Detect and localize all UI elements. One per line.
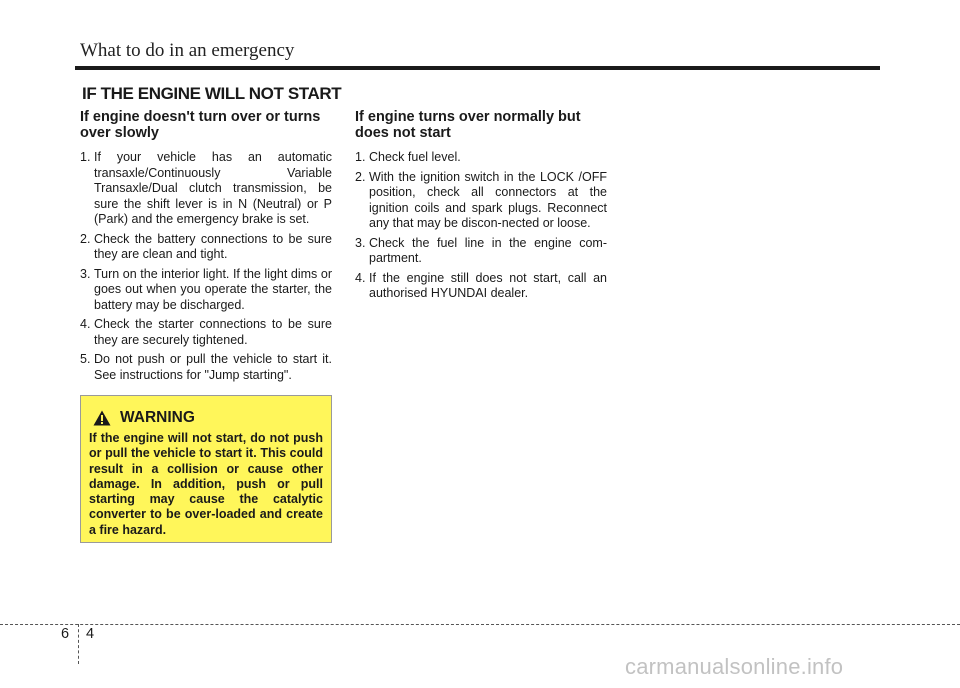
step-text: If your vehicle has an automatic transaxle/Continuously Variable Transaxle/Dual clutch transmission, be sure the shift lever is in N (Neutral) or P (Park) and the emergency brake is set.: [94, 150, 332, 226]
section-header: What to do in an emergency: [80, 40, 295, 61]
warning-title: WARNING: [120, 409, 195, 426]
warning-triangle-icon: [93, 410, 111, 426]
step-text: If the engine still does not start, call an authorised HYUNDAI dealer.: [369, 270, 607, 300]
warning-text: If the engine will not start, do not push or pull the vehicle to start it. This could result in a collision or cause other damage. In addition, push or pull starting may cause the catalytic converter to be over-loaded and create a fire hazard.: [89, 431, 323, 537]
step-text: Check the battery connections to be sure they are clean and tight.: [94, 231, 332, 261]
watermark: carmanualsonline.info: [625, 654, 844, 679]
step-number: 2.: [80, 231, 91, 246]
list-item: [80, 317, 332, 348]
step-text: Check fuel level.: [369, 150, 461, 164]
step-number: 4.: [355, 270, 366, 285]
step-text: Turn on the interior light. If the light dims or goes out when you operate the starter, the battery may be discharged.: [94, 266, 332, 312]
page-title: IF THE ENGINE WILL NOT START: [82, 84, 342, 103]
list-item: [80, 352, 332, 383]
warning-box: [80, 395, 332, 543]
right-steps-list: [355, 150, 607, 302]
section-number: 6: [61, 626, 70, 642]
footer-rule: [0, 624, 960, 625]
step-number: 4.: [80, 317, 91, 331]
list-item: [355, 150, 607, 166]
header-rule: [75, 66, 880, 70]
warning-header: [93, 409, 195, 427]
list-item: [80, 232, 332, 263]
list-item: [355, 271, 607, 302]
step-number: 2.: [355, 169, 366, 184]
page-number: 4: [86, 626, 95, 642]
right-subheading: If engine turns over normally but does not start: [355, 109, 581, 141]
step-number: 1.: [355, 150, 366, 164]
list-item: [80, 267, 332, 314]
step-text: With the ignition switch in the LOCK /OFF position, check all connectors at the ignition coils and spark plugs. Reconnect any that may be discon-nected or loose.: [369, 169, 607, 230]
list-item: [355, 170, 607, 232]
list-item: [355, 236, 607, 267]
step-text: Do not push or pull the vehicle to start it. See instructions for "Jump starting".: [94, 352, 332, 382]
right-column: [355, 109, 607, 306]
page-number-divider: [78, 624, 79, 664]
step-number: 3.: [355, 235, 366, 250]
step-number: 1.: [80, 150, 91, 164]
step-number: 3.: [80, 266, 91, 281]
left-column: [80, 109, 332, 387]
left-steps-list: [80, 150, 332, 383]
step-text: Check the fuel line in the engine com-partment.: [369, 235, 607, 265]
step-number: 5.: [80, 352, 91, 366]
list-item: [80, 150, 332, 228]
step-text: Check the starter connections to be sure they are securely tightened.: [94, 317, 332, 347]
left-subheading: If engine doesn't turn over or turns over slowly: [80, 109, 321, 141]
